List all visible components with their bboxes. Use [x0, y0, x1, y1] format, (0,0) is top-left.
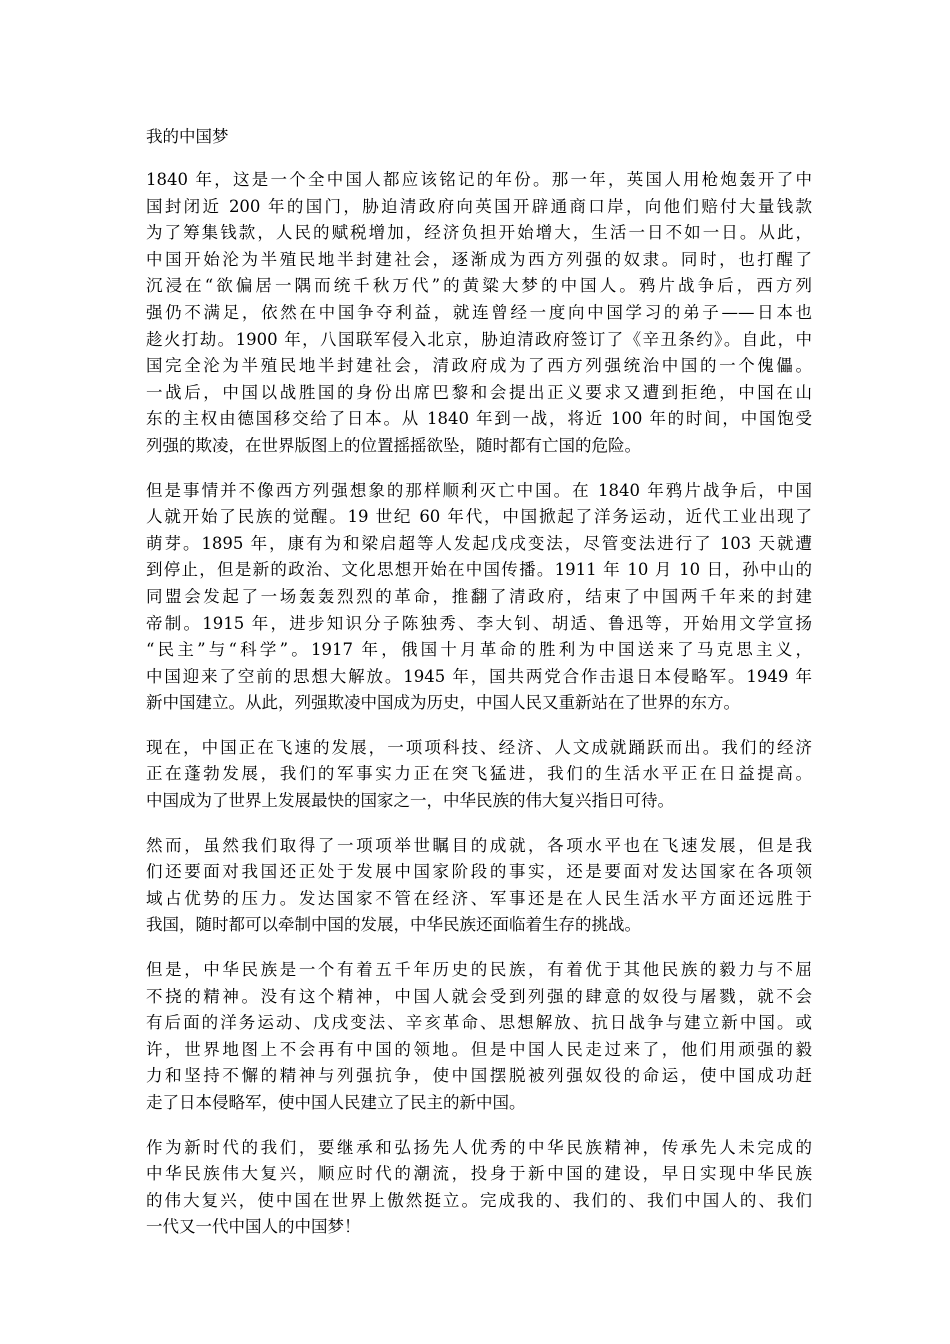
paragraph-line: 同盟会发起了一场轰轰烈烈的革命，推翻了清政府，结束了中国两千年来的封建 — [146, 586, 812, 606]
paragraph-line: 域占优势的压力。发达国家不管在经济、军事还是在人民生活水平方面还远胜于 — [146, 888, 812, 908]
paragraph-line: 作为新时代的我们，要继承和弘扬先人优秀的中华民族精神，传承先人未完成的 — [146, 1137, 812, 1157]
paragraph-line: 一代又一代中国人的中国梦！ — [146, 1217, 361, 1237]
paragraph-line: 列强的欺凌，在世界版图上的位置摇摇欲坠，随时都有亡国的危险。 — [146, 435, 641, 455]
paragraph-line: 新中国建立。从此，列强欺凌中国成为历史，中国人民又重新站在了世界的东方。 — [146, 693, 740, 713]
paragraph — [146, 833, 812, 939]
paragraph-line: 中国开始沦为半殖民地半封建社会，逐渐成为西方列强的奴隶。同时，也打醒了 — [146, 249, 812, 269]
paragraph — [146, 957, 812, 1117]
paragraph-line: 力和坚持不懈的精神与列强抗争，使中国摆脱被列强奴役的命运，使中国成功赶 — [146, 1066, 812, 1086]
paragraph-line: 我国，随时都可以牵制中国的发展，中华民族还面临着生存的挑战。 — [146, 915, 641, 935]
paragraph-line: 中华民族伟大复兴，顺应时代的潮流，投身于新中国的建设，早日实现中华民族 — [146, 1164, 812, 1184]
paragraph-line: 走了日本侵略军，使中国人民建立了民主的新中国。 — [146, 1093, 526, 1112]
paragraph-line: 许，世界地图上不会再有中国的领地。但是中国人民走过来了，他们用顽强的毅 — [146, 1039, 812, 1059]
paragraph-line: 为了筹集钱款，人民的赋税增加，经济负担开始增大，生活一日不如一日。从此， — [146, 223, 812, 243]
paragraph-line: 不挠的精神。没有这个精神，中国人就会受到列强的肆意的奴役与屠戮，就不会 — [146, 986, 812, 1006]
paragraph-line: 国完全沦为半殖民地半封建社会，清政府成为了西方列强统治中国的一个傀儡。 — [146, 356, 812, 376]
document-body — [146, 167, 812, 1241]
paragraph-line: 但是，中华民族是一个有着五千年历史的民族，有着优于其他民族的毅力与不屈 — [146, 960, 812, 980]
paragraph-line: 有后面的洋务运动、戊戌变法、辛亥革命、思想解放、抗日战争与建立新中国。或 — [146, 1013, 812, 1033]
paragraph-line: 东的主权由德国移交给了日本。从 1840 年到一战，将近 100 年的时间，中国饱受 — [146, 409, 812, 429]
paragraph-line: 1840 年，这是一个全中国人都应该铭记的年份。那一年，英国人用枪炮轰开了中 — [146, 170, 812, 189]
paragraph-line: 中国迎来了空前的思想大解放。1945 年，国共两党合作击退日本侵略军。1949 年 — [146, 666, 812, 686]
paragraph — [146, 735, 812, 815]
paragraph-line: 们还要面对我国还正处于发展中国家阶段的事实，还是要面对发达国家在各项领 — [146, 862, 812, 882]
paragraph-line: 人就开始了民族的觉醒。19 世纪 60 年代，中国掀起了洋务运动，近代工业出现了 — [146, 507, 812, 527]
paragraph-line: 中国成为了世界上发展最快的国家之一，中华民族的伟大复兴指日可待。 — [146, 791, 674, 811]
paragraph-line: 趁火打劫。1900 年，八国联军侵入北京，胁迫清政府签订了《辛丑条约》。自此，中 — [146, 329, 812, 349]
paragraph-line: 到停止，但是新的政治、文化思想开始在中国传播。1911 年 10 月 10 日，孙中山的 — [146, 560, 812, 580]
paragraph-line: 国封闭近 200 年的国门，胁迫清政府向英国开辟通商口岸，向他们赔付大量钱款 — [146, 196, 812, 216]
paragraph-line: 但是事情并不像西方列强想象的那样顺利灭亡中国。在 1840 年鸦片战争后，中国 — [146, 480, 812, 500]
paragraph-line: 帝制。1915 年，进步知识分子陈独秀、李大钊、胡适、鲁迅等，开始用文学宣扬 — [146, 613, 812, 633]
paragraph-line: 萌芽。1895 年，康有为和梁启超等人发起戊戌变法，尽管变法进行了 103 天就遭 — [146, 533, 812, 553]
paragraph-line: “民主”与“科学”。1917 年，俄国十月革命的胜利为中国送来了马克思主义， — [146, 640, 812, 660]
document-page — [146, 124, 812, 1259]
paragraph-line: 的伟大复兴，使中国在世界上傲然挺立。完成我的、我们的、我们中国人的、我们 — [146, 1190, 812, 1210]
paragraph — [146, 478, 812, 717]
document-title: 我的中国梦 — [146, 127, 229, 146]
paragraph-line: 然而，虽然我们取得了一项项举世瞩目的成就，各项水平也在飞速发展，但是我 — [146, 835, 812, 855]
paragraph — [146, 167, 812, 460]
paragraph-line: 强仍不满足，依然在中国争夺利益，就连曾经一度向中国学习的弟子——日本也 — [146, 302, 812, 322]
paragraph-line: 沉浸在“欲偏居一隅而统千秋万代”的黄粱大梦的中国人。鸦片战争后，西方列 — [146, 276, 812, 296]
paragraph-line: 一战后，中国以战胜国的身份出席巴黎和会提出正义要求又遭到拒绝，中国在山 — [146, 382, 812, 402]
paragraph-line: 正在蓬勃发展，我们的军事实力正在突飞猛进，我们的生活水平正在日益提高。 — [146, 764, 812, 784]
paragraph — [146, 1135, 812, 1241]
paragraph-line: 现在，中国正在飞速的发展，一项项科技、经济、人文成就踊跃而出。我们的经济 — [146, 737, 812, 757]
